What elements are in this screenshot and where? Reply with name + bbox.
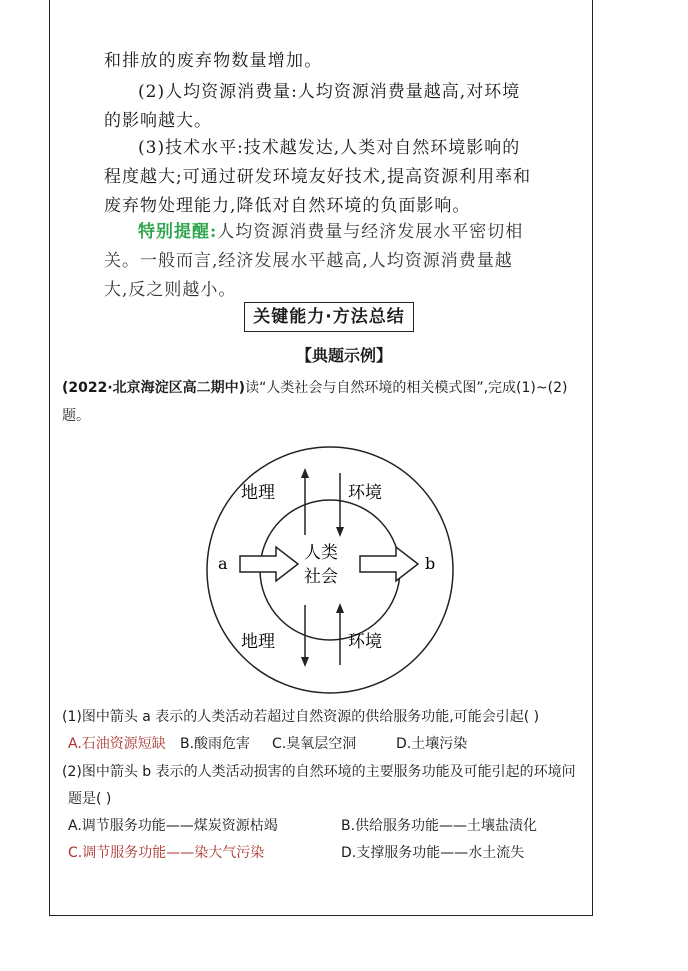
- q1-option-a: A.石油资源短缺: [68, 736, 166, 752]
- arrow-up-bottom-head: [336, 603, 344, 613]
- q2-option-b: B.供给服务功能——土壤盐渍化: [341, 818, 538, 834]
- arrow-down-top-head: [336, 527, 344, 537]
- label-b: b: [425, 554, 436, 573]
- q1-option-b: B.酸雨危害: [180, 736, 251, 752]
- center-label-2: 社会: [304, 567, 338, 587]
- arrow-b: [360, 547, 418, 581]
- q2-stem-line-1: (2)图中箭头 b 表示的人类活动损害的自然环境的主要服务功能及可能引起的环境问: [62, 764, 576, 780]
- example-title: 【典题示例】: [295, 346, 392, 365]
- human-environment-diagram: [200, 440, 460, 700]
- special-tip: [104, 218, 536, 305]
- center-label-1: 人类: [304, 543, 338, 563]
- arrow-a: [240, 547, 298, 581]
- label-top-right: 环境: [348, 483, 382, 503]
- question-intro: [62, 374, 587, 430]
- arrow-down-bottom-head: [301, 657, 309, 667]
- section-title: 关键能力·方法总结: [244, 302, 414, 332]
- tip-label: 特别提醒:: [138, 222, 218, 242]
- label-top-left: 地理: [241, 483, 275, 503]
- q2-option-c: C.调节服务功能——染大气污染: [68, 845, 265, 861]
- arrow-up-top-head: [301, 468, 309, 478]
- q1-option-d: D.土壤污染: [396, 736, 468, 752]
- label-a: a: [218, 554, 228, 573]
- q2-stem-line-2: 题是( ): [68, 791, 112, 807]
- q2-option-d: D.支撑服务功能——水土流失: [341, 845, 525, 861]
- paragraph-line-1: 和排放的废弃物数量增加。: [104, 51, 323, 71]
- question-source: (2022·北京海淀区高二期中): [62, 380, 246, 396]
- paragraph-3: (3)技术水平:技术越发达,人类对自然环境影响的程度越大;可通过研发环境友好技术,提高资源利用率和废弃物处理能力,降低对自然环境的负面影响。: [104, 138, 532, 216]
- question-text: 读“人类社会与自然环境的相关模式图”,完成(1)~(2)题。: [62, 380, 568, 424]
- tip-text: 人均资源消费量与经济发展水平密切相关。一般而言,经济发展水平越高,人均资源消费量越大,反之则越小。: [104, 222, 524, 300]
- paragraph-2: (2)人均资源消费量:人均资源消费量越高,对环境的影响越大。: [104, 82, 521, 131]
- q1-stem: (1)图中箭头 a 表示的人类活动若超过自然资源的供给服务功能,可能会引起( ): [62, 709, 540, 725]
- label-bottom-left: 地理: [241, 632, 275, 652]
- label-bottom-right: 环境: [348, 632, 382, 652]
- q1-option-c: C.臭氧层空洞: [272, 736, 357, 752]
- q2-option-a: A.调节服务功能——煤炭资源枯竭: [68, 818, 278, 834]
